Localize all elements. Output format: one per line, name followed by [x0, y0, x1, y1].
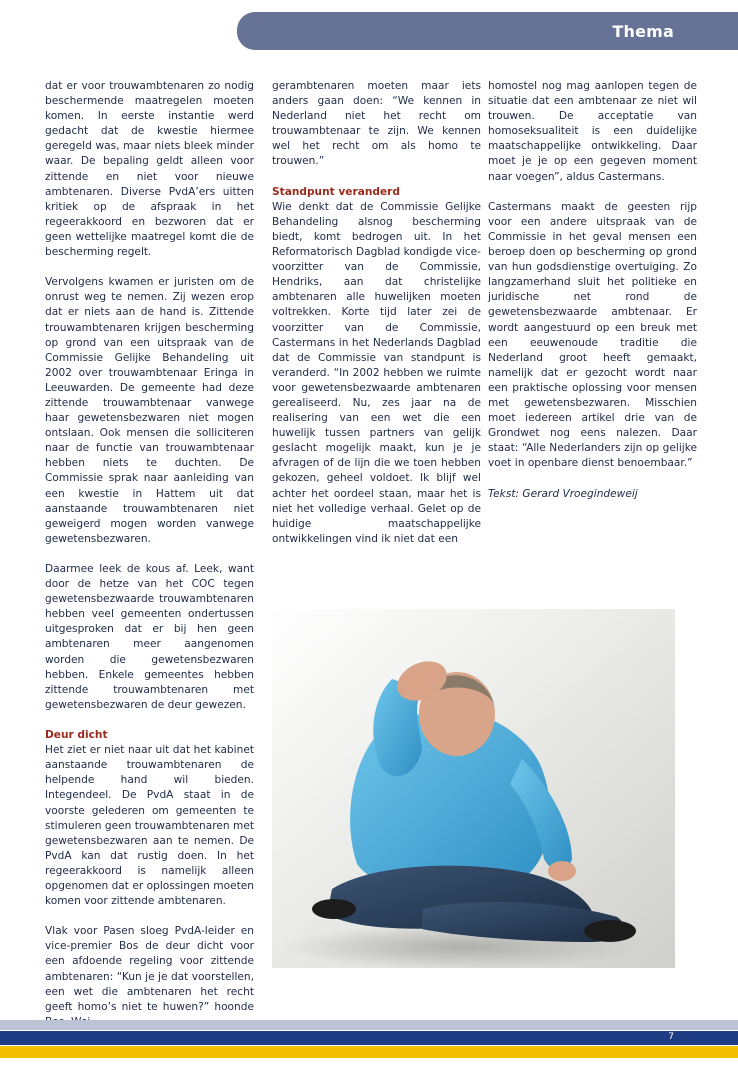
paragraph: gerambtenaren moeten maar iets anders gaan doen: “We kennen in Nederland niet het recht om trouwambtenaar te zijn. We kennen wel het recht om als homo te trouwen.” — [272, 80, 481, 168]
footer-stripe-blue — [0, 1031, 738, 1045]
subheading-standpunt-veranderd: Standpunt veranderd — [272, 185, 400, 198]
paragraph: Vlak voor Pasen sloeg PvdA-leider en vice-premier Bos de deur dicht voor een afdoende regeling voor zittende ambtenaren: “Kun je je dat voorstellen, een wet die ambtenaren het recht geeft homo’s niet te huwen?” hoonde — [45, 925, 254, 1013]
footer-stripe-yellow — [0, 1046, 738, 1058]
distressed-man-illustration — [272, 609, 675, 968]
footer-stripe-light — [0, 1020, 738, 1030]
article-column-2 — [272, 79, 481, 547]
paragraph: Vervolgens kwamen er juristen om de onrust weg te nemen. Zij wezen erop dat er niets aan de hand is. Zittende trouwambtenaren krijgen bescherming op grond van een uitspraak van de Commissie Gelijke Behandeling uit 2002 over trouwambtenaar Eringa in Leeuwarden. De gemeente had deze zittende trouwambtenaar vanwege haar gewetensbezwaren niet mogen ontslaan. Ook mensen die solliciteren naar de functie van trouwambtenaar hebben niets te duchten. De Commissie sprak naar aanleiding van een kwestie in Hattem uit dat aanstaande trouwambtenaren niet geweigerd mogen worden vanwege gewetensbezwaren. — [45, 276, 254, 545]
paragraph: homostel nog mag aanlopen tegen de situatie dat een ambtenaar ze niet wil trouwen. De acceptatie van homoseksualiteit is een duidelijke maatschappelijke ontwikkeling. Daar moet je je op een gegeven moment naar voegen”, aldus Castermans. — [488, 80, 697, 183]
paragraph: Castermans maakt de geesten rijp voor een andere uitspraak van de Commissie in het geval mensen een beroep doen op bescherming op grond van hun godsdienstige overtuiging. Zo langzamerhand sluit het politieke en juridische net rond de gewetensbezwaarde ambtenaar. Er wordt aangestuurd op een breuk met een eeuwenoude traditie die Nederland groot heeft gemaakt, namelijk dat er gezocht wordt naar een praktische oplossing voor mensen met gewetensbezwaren. Misschien moet iedereen artikel drie van de Grondwet nog eens nalezen. Daar staat: “Alle Nederlanders zijn op gelijke voet in openbare dienst benoembaar.” — [488, 200, 697, 470]
paragraph: Wie denkt dat de Commissie Gelijke Behandeling alsnog bescherming biedt, komt bedrogen uit. In het Reformatorisch Dagblad kondigde vice-voorzitter van de Commissie, Hendriks, aan dat christelijke ambtenaren alle huwelijken moeten voltrekken. Korte tijd later zei de voorzitter van de Commissie, Castermans in het Nederlands Dagblad dat de Commissie van standpunt is veranderd. “In 2002 hebben we ruimte voor gewetensbezwaarde ambtenaren gerealiseerd. Nu, zes jaar na de realisering van een wet die een huwelijk tussen partners van gelijk geslacht mogelijk maakt, kun je je afvragen of de lijn die we toen hebben gekozen, geheel voldoet. Ik blijf wel achter het oordeel staan, maar het is niet het volledige verhaal. Gelet op de huidige maatschappelijke ontwikkelingen vind ik niet dat een — [272, 200, 481, 545]
paragraph: Het ziet er niet naar uit dat het kabinet aanstaande trouwambtenaren de helpende hand wil bieden. Integendeel. De PvdA staat in de voorste gelederen om gemeenten te stimuleren geen trouwambtenaren met gewetensbezwaren aan te nemen. De PvdA kan dat rustig doen. In het regeerakkoord is namelijk alleen opgenomen dat er oplossingen moeten komen voor zittende ambtenaren. — [45, 744, 254, 908]
article-photo — [272, 609, 675, 968]
paragraph: dat er voor trouwambtenaren zo nodig beschermende maatregelen moeten komen. In eerste instantie werd gedacht dat de kwestie hiermee geregeld was, maar niets bleek minder waar. De bepaling geldt alleen voor zittende en niet voor nieuwe ambtenaren. Diverse PvdA’ers uitten kritiek op de afspraak in het regeerakkoord en bezworen dat er geen wettelijke maatregel komt die de bescherming regelt. — [45, 80, 254, 259]
page-number: 7 — [668, 1032, 674, 1042]
section-title: Thema — [612, 22, 674, 41]
author-credit: Tekst: Gerard Vroegindeweij — [488, 487, 638, 500]
subheading-deur-dicht: Deur dicht — [45, 729, 108, 742]
article-column-1 — [45, 79, 254, 1030]
article-column-3 — [488, 79, 697, 502]
paragraph: Daarmee leek de kous af. Leek, want door de hetze van het COC tegen gewetensbezwaarde trouwambtenaren hebben veel gemeenten ondertussen uitgesproken dat er bij hen geen ambtenaren meer aangenomen worden die gewetensbezwaren hebben. Enkele gemeentes hebben zittende trouwambtenaren met gewetensbezwaren de deur gewezen. — [45, 563, 254, 711]
